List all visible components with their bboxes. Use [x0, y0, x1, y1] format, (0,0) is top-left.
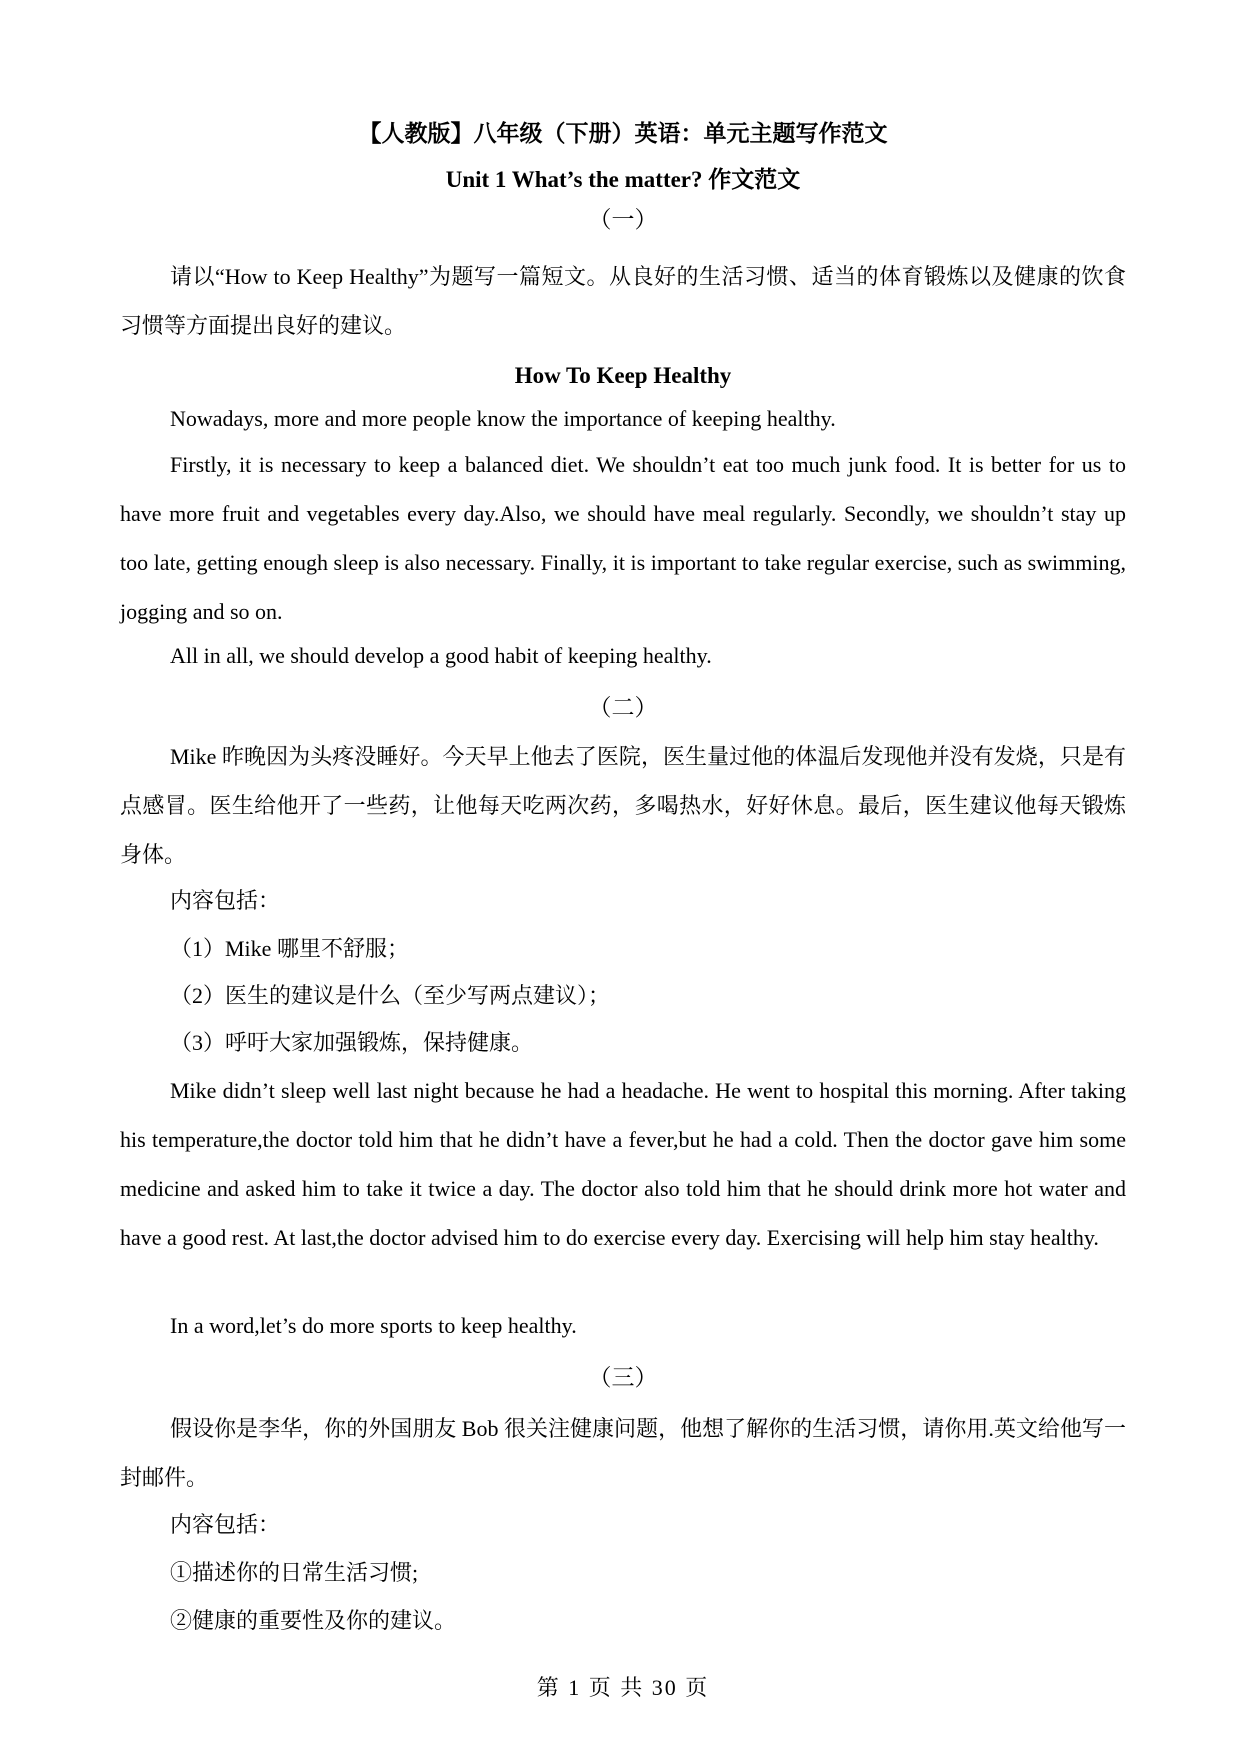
section1-paragraph-2: Firstly, it is necessary to keep a balanced diet. We shouldn’t eat too much junk food. It is better for us to have more fruit and vegetables every day.Also, we should have meal regularly. Secondly, we shouldn’t stay up too late, getting enough sleep is also necessary. Finally, it is important to take regular exercise, such as swimming, jogging and so on. [120, 452, 1126, 624]
section-marker-2: （二） [588, 695, 658, 720]
page-number-footer: 第 1 页 共 30 页 [536, 1675, 710, 1700]
section1-paragraph-1: Nowadays, more and more people know the importance of keeping healthy. [170, 406, 836, 431]
document-page [120, 0, 1126, 1754]
section2-paragraph-1: Mike didn’t sleep well last night because he had a headache. He went to hospital this morning. After taking his temperature,the doctor told him that he didn’t have a fever,but he had a cold. Then the doctor gave him some medicine and asked him to take it twice a day. The doctor also told him that he should drink more hot water and have a good rest. At last,the doctor advised him to do exercise every day. Exercising will help him stay healthy. [120, 1078, 1126, 1250]
section1-paragraph-3: All in all, we should develop a good habit of keeping healthy. [170, 643, 712, 668]
document-title: 【人教版】八年级（下册）英语：单元主题写作范文 [358, 121, 888, 146]
essay-title: How To Keep Healthy [514, 363, 732, 388]
section-marker-1: （一） [588, 207, 658, 232]
section2-requirement-1: （1）Mike 哪里不舒服； [170, 936, 409, 961]
section3-requirement-2: ②健康的重要性及你的建议。 [170, 1608, 457, 1633]
section2-paragraph-2: In a word,let’s do more sports to keep healthy. [170, 1313, 577, 1338]
section1-prompt: 请以“How to Keep Healthy”为题写一篇短文。从良好的生活习惯、适当的体育锻炼以及健康的饮食习惯等方面提出良好的建议。 [120, 264, 1126, 338]
section2-requirement-3: （3）呼吁大家加强锻炼，保持健康。 [170, 1030, 534, 1055]
section-marker-3: （三） [588, 1365, 658, 1390]
section2-prompt: Mike 昨晚因为头疼没睡好。今天早上他去了医院，医生量过他的体温后发现他并没有发烧，只是有点感冒。医生给他开了一些药，让他每天吃两次药，多喝热水，好好休息。最后，医生建议他每天锻炼身体。 [120, 744, 1126, 867]
section3-requirement-1: ①描述你的日常生活习惯; [170, 1560, 419, 1585]
section2-requirement-2: （2）医生的建议是什么（至少写两点建议）； [170, 983, 611, 1008]
section3-prompt: 假设你是李华，你的外国朋友 Bob 很关注健康问题，他想了解你的生活习惯，请你用.英文给他写一封邮件。 [120, 1416, 1126, 1490]
document-subtitle: Unit 1 What’s the matter? 作文范文 [445, 167, 801, 192]
section3-requirements-label: 内容包括： [170, 1512, 281, 1537]
section2-requirements-label: 内容包括： [170, 888, 281, 913]
